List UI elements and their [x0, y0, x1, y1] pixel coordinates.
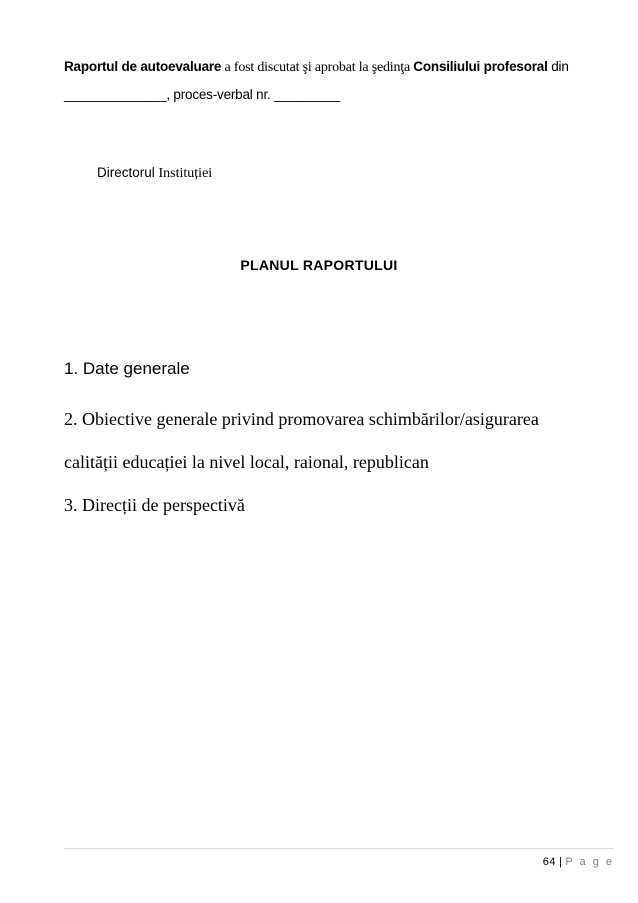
approval-suffix: din	[547, 59, 569, 74]
approval-line-1	[64, 53, 624, 81]
report-name: Raportul de autoevaluare	[64, 59, 222, 74]
plan-item-2-line-2: calității educației la nivel local, raional, republican	[64, 452, 429, 472]
page-label: P a g e	[565, 856, 614, 868]
approval-text: a fost discutat şi aprobat la şedinţa	[221, 60, 414, 75]
approval-line-2: ______________, proces-verbal nr. _________	[64, 87, 340, 102]
plan-item-1: 1. Date generale	[64, 359, 190, 378]
director-signature-label	[97, 165, 212, 182]
footer-divider	[64, 848, 614, 849]
plan-items-list	[64, 398, 624, 527]
footer-separator: |	[558, 856, 563, 868]
page-footer	[543, 856, 614, 868]
approval-statement	[64, 53, 624, 108]
council-name: Consiliului profesoral	[413, 59, 548, 74]
plan-item-2-line-1: 2. Obiective generale privind promovarea schimbărilor/asigurarea	[64, 409, 539, 429]
plan-title: PLANUL RAPORTULUI	[240, 257, 398, 273]
plan-item-3: 3. Direcții de perspectivă	[64, 495, 245, 515]
director-word: Directorul	[97, 165, 159, 180]
institution-word: Instituției	[158, 166, 213, 181]
page-number: 64	[542, 856, 556, 868]
